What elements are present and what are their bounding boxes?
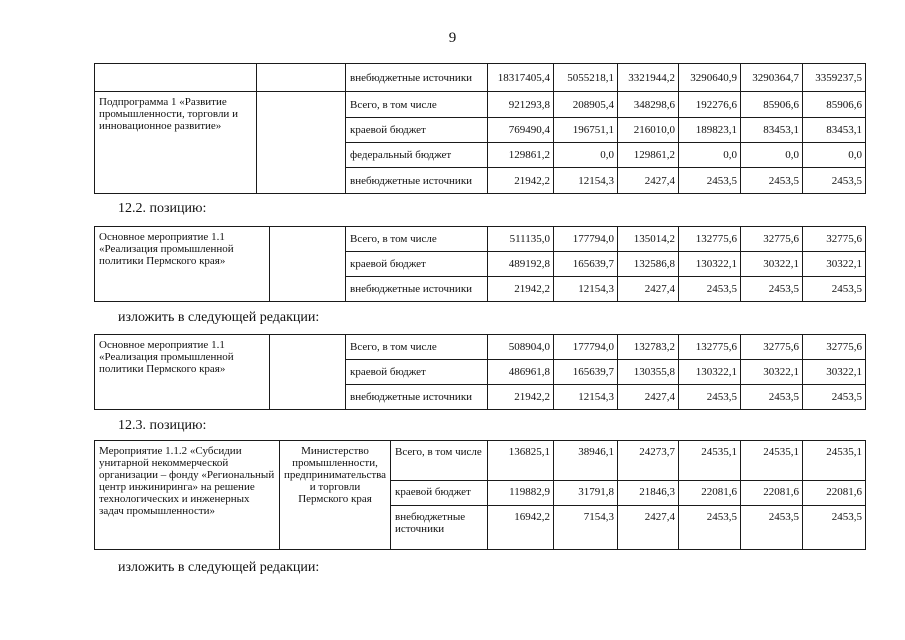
value-cell: 32775,6 [741,335,803,360]
funding-source-cell: внебюджетные источники [346,277,488,302]
executor-cell: Министерство промышленности, предпринимательства и торговли Пермского края [280,441,391,550]
funding-source-cell: краевой бюджет [346,118,488,143]
value-cell: 85906,6 [741,92,803,118]
value-cell: 2453,5 [679,168,741,194]
value-cell: 129861,2 [618,143,679,168]
value-cell: 24535,1 [741,441,803,481]
value-cell: 2453,5 [803,385,866,410]
value-cell: 130322,1 [679,360,741,385]
value-cell: 5055218,1 [554,64,618,92]
value-cell: 119882,9 [488,481,554,506]
value-cell: 177794,0 [554,335,618,360]
value-cell: 83453,1 [803,118,866,143]
budget-table-measure-1-1-current [94,226,866,302]
value-cell: 12154,3 [554,385,618,410]
replace-instruction: изложить в следующей редакции: [118,560,320,575]
value-cell: 32775,6 [803,227,866,252]
value-cell: 16942,2 [488,506,554,550]
table-row [95,92,866,118]
value-cell: 12154,3 [554,277,618,302]
value-cell: 132783,2 [618,335,679,360]
value-cell: 189823,1 [679,118,741,143]
funding-source-cell: внебюджетные источники [346,385,488,410]
budget-table-measure-1-1-new [94,334,866,410]
value-cell: 132586,8 [618,252,679,277]
executor-cell [270,335,346,410]
program-name-cell: Основное мероприятие 1.1 «Реализация промышленной политики Пермского края» [95,335,270,410]
value-cell: 2453,5 [741,168,803,194]
value-cell: 12154,3 [554,168,618,194]
value-cell: 130322,1 [679,252,741,277]
value-cell: 177794,0 [554,227,618,252]
executor-cell [270,227,346,302]
funding-source-cell: Всего, в том числе [346,227,488,252]
value-cell: 135014,2 [618,227,679,252]
value-cell: 3290364,7 [741,64,803,92]
value-cell: 38946,1 [554,441,618,481]
executor-cell [257,64,346,92]
funding-source-cell: краевой бюджет [346,360,488,385]
budget-table-subprogram-1 [94,91,866,194]
funding-source-cell: краевой бюджет [346,252,488,277]
table-row [95,335,866,360]
value-cell: 32775,6 [803,335,866,360]
value-cell: 21942,2 [488,277,554,302]
value-cell: 769490,4 [488,118,554,143]
value-cell: 3321944,2 [618,64,679,92]
funding-source-cell: краевой бюджет [391,481,488,506]
section-heading-12-3: 12.3. позицию: [118,418,207,433]
replace-instruction: изложить в следующей редакции: [118,310,320,325]
funding-source-cell: Всего, в том числе [391,441,488,481]
value-cell: 165639,7 [554,252,618,277]
value-cell: 2453,5 [803,168,866,194]
funding-source-cell: Всего, в том числе [346,335,488,360]
value-cell: 32775,6 [741,227,803,252]
value-cell: 196751,1 [554,118,618,143]
value-cell: 24535,1 [679,441,741,481]
value-cell: 7154,3 [554,506,618,550]
value-cell: 30322,1 [741,360,803,385]
table-row [95,441,866,481]
executor-cell [257,92,346,194]
funding-source-cell: внебюджетные источники [346,64,488,92]
funding-source-cell: внебюджетные источники [346,168,488,194]
value-cell: 21846,3 [618,481,679,506]
value-cell: 2427,4 [618,506,679,550]
value-cell: 132775,6 [679,227,741,252]
value-cell: 0,0 [554,143,618,168]
value-cell: 2453,5 [803,277,866,302]
program-name-cell [95,64,257,92]
value-cell: 2453,5 [679,277,741,302]
value-cell: 216010,0 [618,118,679,143]
value-cell: 2427,4 [618,168,679,194]
value-cell: 21942,2 [488,168,554,194]
value-cell: 2453,5 [741,385,803,410]
value-cell: 22081,6 [803,481,866,506]
value-cell: 2453,5 [679,506,741,550]
value-cell: 85906,6 [803,92,866,118]
funding-source-cell: федеральный бюджет [346,143,488,168]
value-cell: 21942,2 [488,385,554,410]
value-cell: 0,0 [741,143,803,168]
program-name-cell: Подпрограмма 1 «Развитие промышленности, торговли и инновационное развитие» [95,92,257,194]
funding-source-cell: Всего, в том числе [346,92,488,118]
value-cell: 165639,7 [554,360,618,385]
value-cell: 489192,8 [488,252,554,277]
value-cell: 30322,1 [803,252,866,277]
value-cell: 348298,6 [618,92,679,118]
value-cell: 508904,0 [488,335,554,360]
value-cell: 208905,4 [554,92,618,118]
value-cell: 132775,6 [679,335,741,360]
value-cell: 0,0 [803,143,866,168]
table-row [95,64,866,92]
value-cell: 2427,4 [618,385,679,410]
value-cell: 2453,5 [803,506,866,550]
value-cell: 22081,6 [741,481,803,506]
value-cell: 192276,6 [679,92,741,118]
value-cell: 3290640,9 [679,64,741,92]
value-cell: 486961,8 [488,360,554,385]
value-cell: 129861,2 [488,143,554,168]
value-cell: 2453,5 [741,506,803,550]
value-cell: 0,0 [679,143,741,168]
value-cell: 2453,5 [679,385,741,410]
funding-source-cell: внебюджетные источники [391,506,488,550]
value-cell: 18317405,4 [488,64,554,92]
value-cell: 30322,1 [803,360,866,385]
budget-table-continuation [94,63,866,92]
value-cell: 22081,6 [679,481,741,506]
program-name-cell: Основное мероприятие 1.1 «Реализация промышленной политики Пермского края» [95,227,270,302]
value-cell: 2453,5 [741,277,803,302]
section-heading-12-2: 12.2. позицию: [118,201,207,216]
program-name-cell: Мероприятие 1.1.2 «Субсидии унитарной некоммерческой организации – фонду «Региональный центр инжиниринга» на решение технологических и инженерных задач промышленности» [95,441,280,550]
value-cell: 31791,8 [554,481,618,506]
value-cell: 511135,0 [488,227,554,252]
value-cell: 24273,7 [618,441,679,481]
value-cell: 2427,4 [618,277,679,302]
value-cell: 83453,1 [741,118,803,143]
value-cell: 24535,1 [803,441,866,481]
value-cell: 30322,1 [741,252,803,277]
page-number: 9 [448,30,457,46]
value-cell: 3359237,5 [803,64,866,92]
value-cell: 921293,8 [488,92,554,118]
table-row [95,227,866,252]
value-cell: 136825,1 [488,441,554,481]
value-cell: 130355,8 [618,360,679,385]
budget-table-activity-1-1-2 [94,440,866,550]
